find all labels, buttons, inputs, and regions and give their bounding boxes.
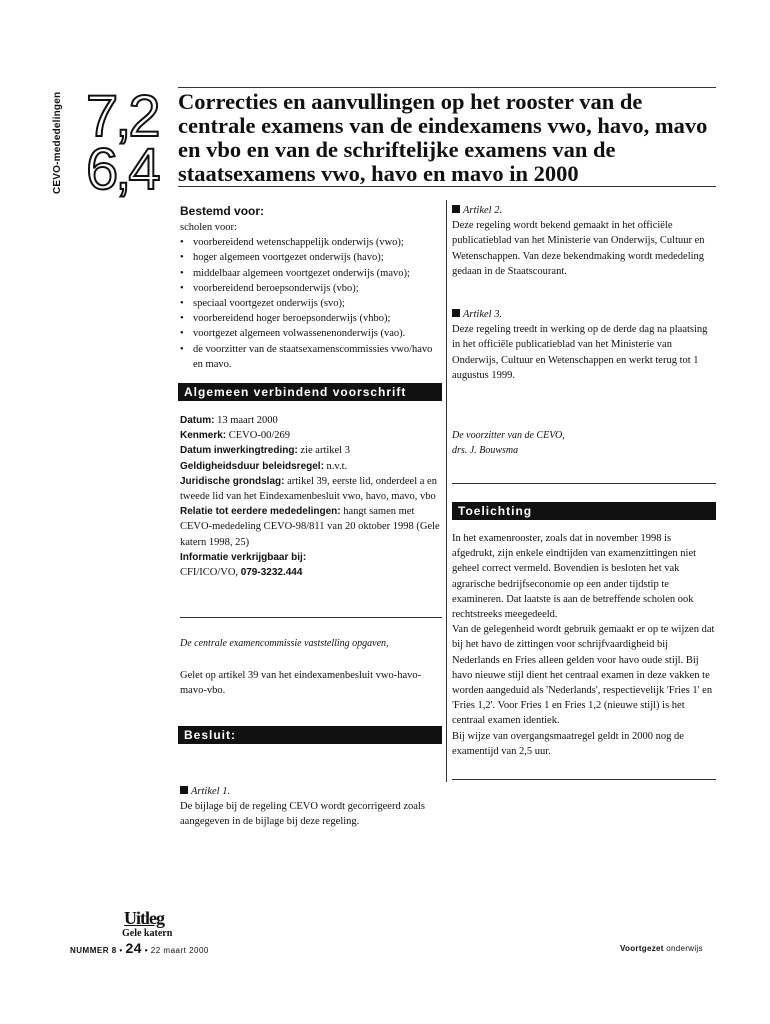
- art2-text: Deze regeling wordt bekend gemaakt in het officiële publicatieblad van het Ministerie van Onderwijs, Cultuur en Wetenschappen. Van deze bekendmaking wordt mededeling gedaan in de Staatscourant.: [452, 220, 705, 277]
- art3-text: Deze regeling treedt in werking op de derde dag na plaatsing in het officiële publicatieblad van het Ministerie van Onderwijs, Cultuur en Wetenschappen en werkt terug tot 1 augustus 1999.: [452, 324, 708, 381]
- toel-paragraph-2: Van de gelegenheid wordt gebruik gemaakt er op te wijzen dat bij het havo de zittingen voor schrijfvaardigheid bij Nederlands en Fries alleen gelden voor havo oude stijl. Bij havo nieuwe stijl dient het centraal examen in deze vakken te worden aangeduid als 'Nederlands', respectievelijk 'Fries 1' en 'Fries 1,2'. Voor Fries 1 en Fries 1,2 (nieuwe stijl) is het centraal examen identiek.: [452, 624, 715, 727]
- signature-line-2: drs. J. Bouwsma: [452, 445, 519, 457]
- footer-onderwijs: onderwijs: [666, 944, 703, 953]
- info-org: CFI/ICO/VO,: [180, 567, 239, 579]
- bestemd-intro: scholen voor:: [180, 222, 237, 233]
- footer-right: [620, 944, 703, 953]
- list-item: • voorbereidend hoger beroepsonderwijs (vhbo);: [180, 311, 442, 326]
- art3-label: Artikel 3.: [463, 309, 503, 320]
- jur-label: Juridische grondslag:: [180, 475, 285, 487]
- datum-value: 13 maart 2000: [217, 415, 278, 426]
- list-item: • hoger algemeen voortgezet onderwijs (havo);: [180, 250, 442, 265]
- column-divider: [446, 200, 447, 782]
- jur-value: artikel 39, eerste lid, onderdeel a en tweede lid van het Eindexamenbesluit vwo, havo, mavo, vbo: [180, 475, 437, 503]
- list-item: • middelbaar algemeen voortgezet onderwijs (mavo);: [180, 266, 442, 281]
- besluit-heading: Besluit:: [178, 726, 442, 744]
- relatie-label: Relatie tot eerdere mededelingen:: [180, 506, 341, 518]
- inwerk-label: Datum inwerkingtreding:: [180, 445, 298, 457]
- kenmerk-value: CEVO-00/269: [228, 430, 291, 442]
- list-item: • de voorzitter van de staatsexamenscommissies vwo/havo en mavo.: [180, 342, 442, 372]
- relatie-value: hangt samen met CEVO-mededeling CEVO-98/811 van 20 oktober 1998 (Gele katern 1998, 25): [180, 506, 440, 548]
- bestemd-block: [180, 220, 442, 372]
- list-item: • speciaal voortgezet onderwijs (svo);: [180, 296, 442, 311]
- square-bullet-icon: [452, 309, 460, 317]
- art1-text: De bijlage bij de regeling CEVO wordt gecorrigeerd zoals aangegeven in de bijlage bij deze regeling.: [180, 801, 425, 828]
- artikel-3: [452, 307, 716, 383]
- footer-voortgezet: Voortgezet: [620, 944, 664, 953]
- info-tel: 079-3232.444: [240, 567, 303, 579]
- logo-uitleg: Uitleg: [124, 908, 164, 928]
- toel-paragraph-3: Bij wijze van overgangsmaatregel geldt in 2000 nog de examentijd van 2,5 uur.: [452, 730, 684, 757]
- page-title: Correcties en aanvullingen op het rooster van de centrale examens van de eindexamens vwo, havo, mavo en vbo en van de schriftelijke examens van de staatsexamens vwo, havo en mavo in 2000: [178, 89, 708, 186]
- intro-italic: De centrale examencommissie vaststelling opgaven,: [180, 638, 389, 649]
- toel-paragraph-1: In het examenrooster, zoals dat in november 1998 is afgedrukt, zijn enkele eindtijden van examenzittingen niet geheel correct vermeld. Bovendien is besloten het vak agrarische bedrijfseconomie op een ander tijdstip te examineren. Dat laatste is aan de betreffende scholen ook rechtstreeks meegedeeld.: [452, 533, 697, 621]
- footer-left: NUMMER 8 • 24 • 22 maart 2000: [70, 940, 209, 956]
- left-rule-1: [180, 617, 442, 618]
- title-rule-bottom: [178, 186, 716, 187]
- number-bottom: 6,4: [86, 137, 158, 202]
- footer-date: 22 maart 2000: [150, 946, 209, 955]
- series-label: CEVO-mededelingen: [52, 91, 63, 194]
- voorschrift-block: [180, 413, 442, 580]
- list-item: • voortgezet algemeen volwassenenonderwijs (vao).: [180, 326, 442, 341]
- geldig-label: Geldigheidsduur beleidsregel:: [180, 460, 324, 472]
- artikel-1: [180, 784, 442, 830]
- kenmerk-label: Kenmerk:: [180, 430, 227, 442]
- footer-nummer: NUMMER 8: [70, 946, 117, 955]
- gelet-text: Gelet op artikel 39 van het eindexamenbesluit vwo-havo-mavo-vbo.: [180, 670, 422, 697]
- voorschrift-heading: Algemeen verbindend voorschrift: [178, 383, 442, 401]
- art2-label: Artikel 2.: [463, 205, 503, 216]
- title-rule-top: [178, 87, 716, 88]
- number-top: 7,2: [86, 84, 158, 149]
- toelichting-text: [452, 531, 716, 759]
- square-bullet-icon: [180, 786, 188, 794]
- list-item: • voorbereidend wetenschappelijk onderwijs (vwo);: [180, 235, 442, 250]
- page-number: 24: [125, 940, 143, 956]
- art1-label: Artikel 1.: [191, 786, 231, 797]
- right-rule-2: [452, 779, 716, 780]
- list-item: • voorbereidend beroepsonderwijs (vbo);: [180, 281, 442, 296]
- bestemd-heading: Bestemd voor:: [180, 204, 265, 218]
- artikel-2: [452, 203, 716, 279]
- bestemd-list: [180, 235, 442, 372]
- inwerk-value: zie artikel 3: [300, 445, 350, 457]
- signature-line-1: De voorzitter van de CEVO,: [452, 430, 565, 441]
- toelichting-heading: Toelichting: [452, 502, 716, 520]
- square-bullet-icon: [452, 205, 460, 213]
- right-rule-1: [452, 483, 716, 484]
- datum-label: Datum:: [180, 415, 215, 426]
- logo-gele-katern: Gele katern: [122, 928, 173, 939]
- info-label: Informatie verkrijgbaar bij:: [180, 551, 307, 563]
- signature: [452, 428, 716, 458]
- geldig-value: n.v.t.: [326, 460, 348, 472]
